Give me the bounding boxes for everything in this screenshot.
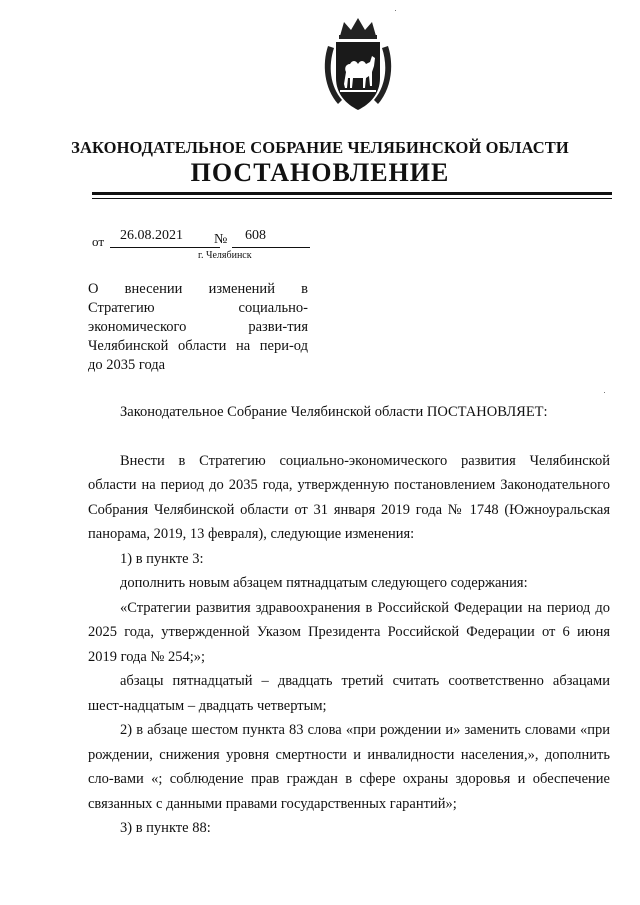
body-paragraph: дополнить новым абзацем пятнадцатым следующего содержания: [120,575,528,591]
header-rule-thin [92,198,612,199]
number-label: № [214,232,228,247]
coat-of-arms-icon [318,16,398,116]
body-paragraph: Внести в Стратегию социально-экономического развития Челябинской области на период до 2035 года, утвержденную постановлением Законодательного Собрания Челябинской области от 31 января 2019 года № 1748 (Южноуральская панорама, 2019, 13 февраля), следующие изменения: [88,452,610,542]
body-paragraph: 2) в абзаце шестом пункта 83 слова «при рождении и» заменить словами «при рождении, снижения уровня смертности и инвалидности населения,», дополнить сло-вами «; соблюдение прав граждан в сфере охраны здоровья и обеспечение связанных с данными правами государственных гарантий»; [88,722,610,812]
body-paragraph: абзацы пятнадцатый – двадцать третий считать соответственно абзацами шест-надцатым – двадцать четвертым; [88,673,610,714]
body-paragraph: 1) в пункте 3: [120,550,204,567]
resolution-lead: Законодательное Собрание Челябинской области ПОСТАНОВЛЯЕТ: [120,404,548,420]
scan-mark [604,392,605,393]
date-underline [110,247,220,248]
date-number-row [92,228,332,250]
body-paragraph: 3) в пункте 88: [120,820,211,836]
body-paragraph: «Стратегии развития здравоохранения в Российской Федерации на период до 2025 года, утвержденной Указом Президента Российской Федерации от 6 июня 2019 года № 254;»; [88,599,610,665]
number-underline [232,247,310,248]
document-number: 608 [245,228,266,243]
header-rule-thick [92,192,612,195]
scan-mark [395,10,396,11]
document-type-title: ПОСТАНОВЛЕНИЕ [190,158,450,187]
city-label: г. Челябинск [198,250,252,261]
organization-title: ЗАКОНОДАТЕЛЬНОЕ СОБРАНИЕ ЧЕЛЯБИНСКОЙ ОБЛАСТИ [71,138,569,157]
from-label: от [92,234,105,249]
document-date: 26.08.2021 [120,228,183,243]
document-body [88,400,610,841]
document-subject: О внесении изменений в Стратегию социально-экономического разви-тия Челябинской области на пери-од до 2035 года [88,281,308,373]
